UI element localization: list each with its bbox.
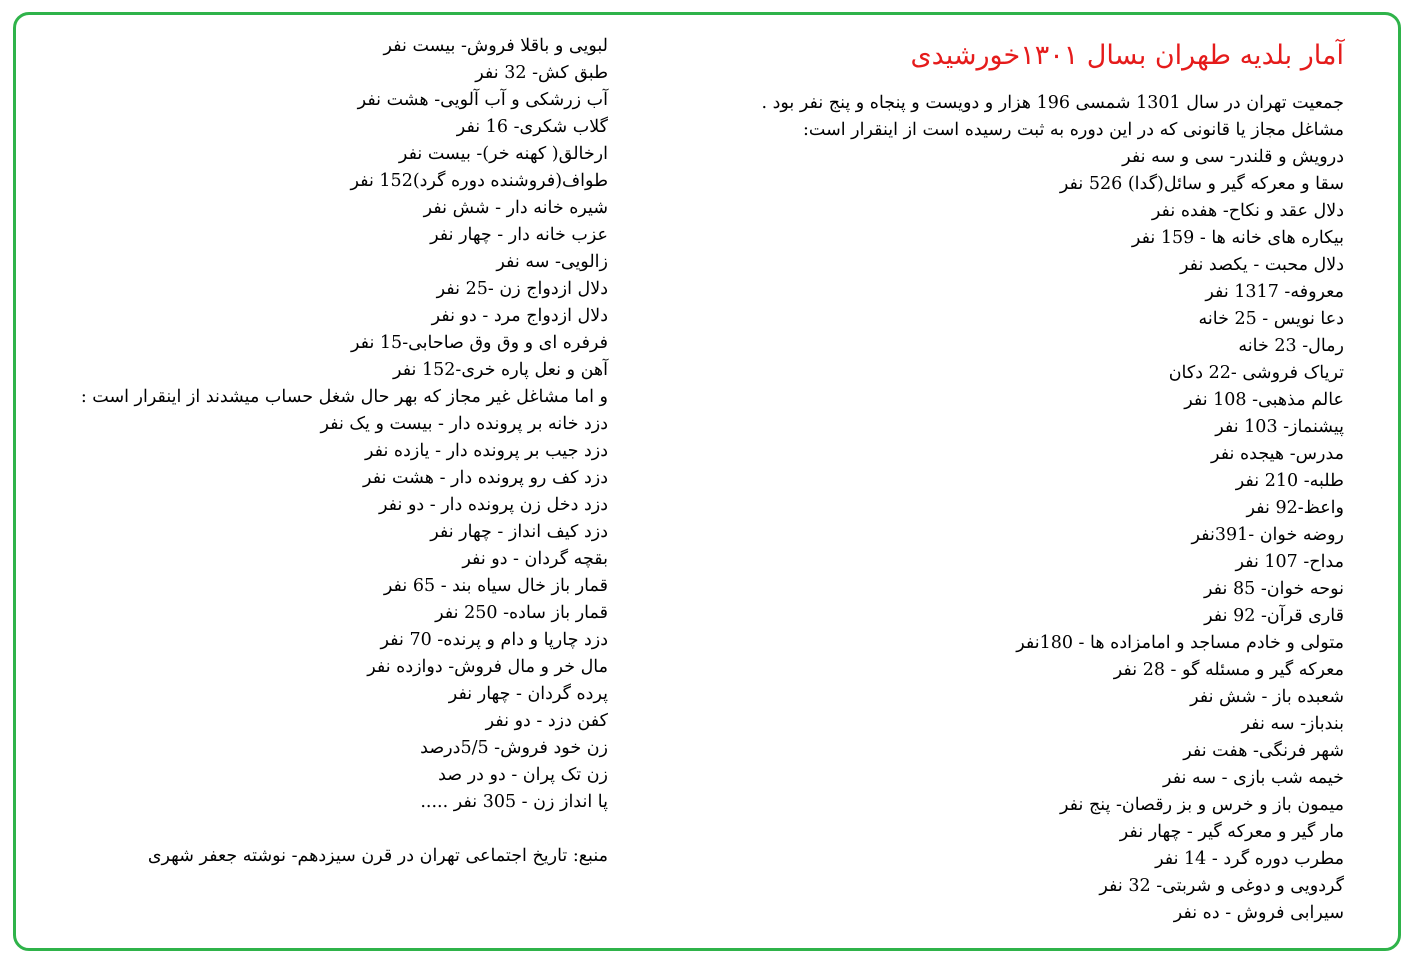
text-line: قاری قرآن- 92 نفر (1204, 606, 1344, 626)
left-column (28, 33, 608, 870)
text-line: دلال محبت - یکصد نفر (1179, 255, 1344, 275)
text-line: مار گیر و معرکه گیر - چهار نفر (1119, 822, 1344, 842)
text-line: دزد کف رو پرونده دار - هشت نفر (363, 468, 608, 488)
text-line: دزد دخل زن پرونده دار - دو نفر (379, 495, 608, 515)
page-title: آمار بلدیه طهران بسال ۱۳۰۱خورشیدی (910, 40, 1344, 71)
text-line: مدرس- هیجده نفر (1211, 444, 1344, 464)
text-line: مشاغل مجاز یا قانونی که در این دوره به ثبت رسیده است از اینقرار است: (803, 120, 1344, 140)
text-line: خیمه شب بازی - سه نفر (1163, 768, 1344, 788)
text-line: طبق کش- 32 نفر (475, 63, 608, 83)
text-line: بندباز- سه نفر (1241, 714, 1344, 734)
text-line: قمار باز خال سیاه بند - 65 نفر (383, 576, 608, 596)
text-line: معرکه گیر و مسئله گو - 28 نفر (1113, 660, 1344, 680)
text-line: دلال ازدواج زن -25 نفر (436, 279, 608, 299)
text-line: دلال ازدواج مرد - دو نفر (431, 306, 608, 326)
text-line: کفن دزد - دو نفر (485, 711, 608, 731)
text-line: قمار باز ساده- 250 نفر (435, 603, 608, 623)
text-line: طواف(فروشنده دوره گرد)152 نفر (350, 171, 608, 191)
text-line: درویش و قلندر- سی و سه نفر (1122, 147, 1344, 167)
source-note: منبع: تاریخ اجتماعی تهران در قرن سیزدهم- نوشته جعفر شهری (147, 846, 608, 866)
text-line: میمون باز و خرس و بز رقصان- پنج نفر (1060, 795, 1344, 815)
text-line: بیکاره های خانه ها - 159 نفر (1131, 228, 1344, 248)
text-line: رمال- 23 خانه (1238, 336, 1344, 356)
text-line: مال خر و مال فروش- دوازده نفر (367, 657, 608, 677)
text-line: متولی و خادم مساجد و امامزاده ها - 180نفر (1016, 633, 1344, 653)
text-line: پیشنماز- 103 نفر (1215, 417, 1344, 437)
text-line: فرفره ای و وق وق صاحابی-15 نفر (350, 333, 608, 353)
text-line: واعظ-92 نفر (1246, 498, 1344, 518)
text-line: بقچه گردان - دو نفر (462, 549, 608, 569)
text-line: عزب خانه دار - چهار نفر (430, 225, 608, 245)
text-line: عالم مذهبی- 108 نفر (1184, 390, 1344, 410)
left-column-lines (28, 33, 608, 816)
text-line: شهر فرنگی- هفت نفر (1183, 741, 1344, 761)
text-line: آب زرشکی و آب آلویی- هشت نفر (357, 90, 608, 110)
text-line: زالویی- سه نفر (496, 252, 608, 272)
text-line: دزد جیب بر پرونده دار - یازده نفر (364, 441, 608, 461)
text-line: روضه خوان -391نفر (1191, 525, 1344, 545)
text-line: پرده گردان - چهار نفر (448, 684, 608, 704)
text-line: پا انداز زن - 305 نفر ..... (420, 792, 608, 812)
text-line: دزد خانه بر پرونده دار - بیست و یک نفر (320, 414, 608, 434)
text-line: دلال عقد و نکاح- هفده نفر (1151, 201, 1344, 221)
text-line: مطرب دوره گرد - 14 نفر (1155, 849, 1344, 869)
text-line: طلبه- 210 نفر (1235, 471, 1344, 491)
text-line: مداح- 107 نفر (1235, 552, 1344, 572)
text-line: دعا نویس - 25 خانه (1198, 309, 1344, 329)
text-line: نوحه خوان- 85 نفر (1204, 579, 1344, 599)
text-line: سیرابی فروش - ده نفر (1173, 903, 1344, 923)
spacer (28, 816, 608, 843)
text-line: آهن و نعل پاره خری-152 نفر (393, 360, 608, 380)
text-line: جمعیت تهران در سال 1301 شمسی 196 هزار و دویست و پنجاه و پنج نفر بود . (761, 93, 1344, 113)
text-line: شیره خانه دار - شش نفر (423, 198, 608, 218)
text-line: و اما مشاغل غیر مجاز که بهر حال شغل حساب میشدند از اینقرار است : (80, 387, 608, 407)
text-line: گلاب شکری- 16 نفر (456, 117, 608, 137)
text-line: زن تک پران - دو در صد (438, 765, 608, 785)
text-line: معروفه- 1317 نفر (1205, 282, 1344, 302)
text-line: لبویی و باقلا فروش- بیست نفر (383, 36, 608, 56)
text-line: ارخالق( کهنه خر)- بیست نفر (398, 144, 608, 164)
text-line: دزد کیف انداز - چهار نفر (430, 522, 608, 542)
right-column (684, 90, 1344, 927)
text-line: تریاک فروشی -22 دکان (1168, 363, 1344, 383)
text-line: سقا و معرکه گیر و سائل(گدا) 526 نفر (1059, 174, 1344, 194)
text-line: دزد چارپا و دام و پرنده- 70 نفر (380, 630, 608, 650)
text-line: زن خود فروش- 5/5درصد (420, 738, 608, 758)
text-line: گردویی و دوغی و شربتی- 32 نفر (1099, 876, 1344, 896)
text-line: شعبده باز - شش نفر (1190, 687, 1344, 707)
